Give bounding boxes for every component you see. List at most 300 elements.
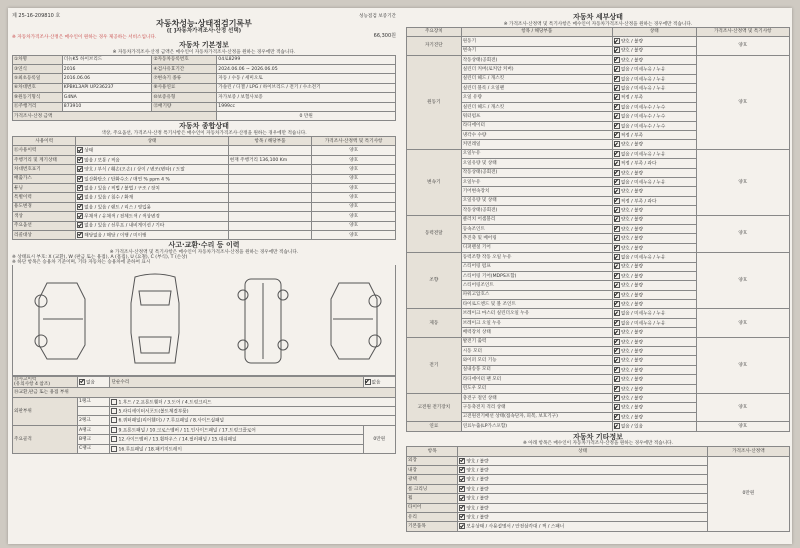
price-value: 0 만원	[217, 111, 396, 120]
summary-value-text: 없음 / 있음 / 적법 / 불법 / 구조 / 장치	[84, 186, 160, 192]
summary-row	[13, 155, 396, 164]
detail-state-text: 양호 / 불량	[620, 264, 644, 270]
detail-checkbox[interactable]	[614, 310, 620, 316]
detail-checkbox[interactable]	[614, 188, 620, 194]
summary-item	[228, 174, 311, 183]
detail-state	[612, 206, 696, 215]
detail-state-text: 양호 / 불량	[620, 142, 644, 148]
summary-checkbox[interactable]	[77, 232, 83, 238]
detail-row	[407, 55, 790, 64]
value-header	[407, 447, 790, 456]
accident-note: ※ 가격조사·산정액 및 특기사항은 매수인이 자동차가격조사·산정을 원하는 경우에만 적습니다.	[109, 250, 299, 256]
basic-note: ※ 자동차가격조사·산정 금액은 매수인이 자동차가격조사·산정을 원하는 경우에만 적습니다.	[112, 49, 296, 55]
detail-checkbox[interactable]	[614, 414, 620, 420]
detail-checkbox[interactable]	[614, 76, 620, 82]
detail-checkbox[interactable]	[614, 263, 620, 269]
summary-value	[76, 146, 229, 155]
detail-item: 연료누출(LP가스포함)	[461, 422, 612, 431]
detail-state	[612, 159, 696, 168]
summary-grade: 양호	[312, 174, 396, 183]
detail-item: 와이퍼 모터 기능	[461, 356, 612, 365]
basic-label: ⑨원동기형식	[13, 93, 63, 102]
detail-row	[407, 337, 790, 346]
summary-name: 색상	[13, 212, 76, 221]
detail-checkbox[interactable]	[614, 357, 620, 363]
detail-state-text: 없음 / 미세누유 / 누유	[620, 180, 666, 186]
detail-item: 실내송풍 모터	[461, 365, 612, 374]
rank2-items: 6.쿼터패널(리어휀더) / 7.루프패널 / 8.사이드실패널	[118, 418, 224, 424]
value-checkbox[interactable]	[459, 514, 465, 520]
basic-label: ②자동차등록번호	[152, 55, 217, 64]
detail-state	[612, 93, 696, 102]
detail-group: 고전원 전기장치	[407, 393, 462, 421]
basic-label: ①차명	[13, 55, 63, 64]
detail-item: 실린더 블록 / 오일팬	[461, 84, 612, 93]
summary-value-text: 무채색 / 유채색 / 전체도색 / 색상변경	[84, 214, 160, 220]
summary-row	[13, 221, 396, 230]
value-col: 가격조사·산정액	[707, 447, 789, 456]
detail-state	[612, 149, 696, 158]
summary-value-text: 없음 / 있음 / 렌트 / 리스 / 영업용	[84, 205, 151, 211]
summary-row	[13, 212, 396, 221]
detail-state-text: 양호 / 불량	[620, 415, 644, 421]
basic-value: 자가보증 / 보험사보증	[217, 93, 396, 102]
left-page	[12, 14, 396, 542]
detail-item: 오일유량 및 상태	[461, 196, 612, 205]
summary-value	[76, 184, 229, 193]
detail-group: 동력전달	[407, 215, 462, 253]
detail-grade: 양호	[696, 422, 789, 431]
detail-checkbox[interactable]	[614, 348, 620, 354]
summary-grade: 양호	[312, 230, 396, 239]
detail-checkbox[interactable]	[614, 367, 620, 373]
detail-state-text: 없음 / 미세누유 / 누유	[620, 255, 666, 261]
summary-checkbox[interactable]	[77, 185, 83, 191]
detail-item: 실린더 커버(로커암 커버)	[461, 65, 612, 74]
detail-header	[407, 27, 790, 36]
detail-grade: 양호	[696, 37, 789, 56]
detail-col: 상태	[612, 27, 696, 36]
summary-value	[76, 165, 229, 174]
detail-state-text: 양호 / 불량	[620, 217, 644, 223]
value-state-text: 양호 / 불량	[466, 477, 489, 483]
detail-item: 워터펌프	[461, 112, 612, 121]
detail-state-text: 없음 / 미세누유 / 누유	[620, 152, 666, 158]
detail-item: 등속조인트	[461, 224, 612, 233]
detail-state	[612, 65, 696, 74]
detail-item: 추진축 및 베어링	[461, 234, 612, 243]
repair-checkbox[interactable]	[365, 379, 371, 385]
detail-checkbox[interactable]	[614, 216, 620, 222]
detail-checkbox[interactable]	[614, 376, 620, 382]
basic-label: ⑥차대번호	[13, 83, 63, 92]
detail-checkbox[interactable]	[614, 151, 620, 157]
detail-checkbox[interactable]	[614, 132, 620, 138]
summary-value	[76, 202, 229, 211]
value-heading: 자동차 기타정보	[573, 432, 623, 441]
frame-price: 0만원	[363, 425, 395, 453]
detail-state-text: 양호 / 불량	[620, 283, 644, 289]
detail-state-text: 양호 / 불량	[620, 58, 644, 64]
price-label: 가격조사·산정 금액	[13, 111, 217, 120]
detail-state	[612, 356, 696, 365]
detail-state-text: 양호 / 불량	[620, 396, 644, 402]
summary-checkbox[interactable]	[77, 157, 83, 163]
summary-grade: 양호	[312, 202, 396, 211]
detail-state	[612, 234, 696, 243]
summary-row	[13, 202, 396, 211]
value-checkbox[interactable]	[459, 495, 465, 501]
basic-price-row	[13, 111, 396, 120]
detail-state-text: 양호 / 불량	[620, 377, 644, 383]
detail-item: 스티어링 기어(MDPS포함)	[461, 271, 612, 280]
summary-row	[13, 174, 396, 183]
car-front-rear-icon	[125, 273, 185, 369]
summary-name: 주요옵션	[13, 221, 76, 230]
summary-col: 가격조사·산정액 및 특기사항	[312, 137, 396, 146]
value-name: 내장	[407, 466, 458, 475]
detail-item: 작동상태(공회전)	[461, 168, 612, 177]
history-checkbox[interactable]	[79, 379, 85, 385]
summary-grade: 양호	[312, 155, 396, 164]
rank1b-items: 5.라디에이터서포트(볼트체결부품)	[118, 409, 189, 415]
detail-state	[612, 168, 696, 177]
detail-state-text: 적정 / 부족	[620, 95, 644, 101]
detail-checkbox[interactable]	[614, 94, 620, 100]
detail-checkbox[interactable]	[614, 282, 620, 288]
detail-checkbox[interactable]	[614, 245, 620, 251]
detail-item: 시동 모터	[461, 347, 612, 356]
detail-state	[612, 177, 696, 186]
fee-label: 성능점검 보증기간	[359, 14, 396, 20]
summary-checkbox[interactable]	[77, 213, 83, 219]
summary-checkbox[interactable]	[77, 147, 83, 153]
rank1-items: 1.후드 / 2.프론트휀더 / 3.도어 / 4.트렁크리드	[118, 400, 212, 406]
value-checkbox[interactable]	[459, 523, 465, 529]
detail-checkbox[interactable]	[614, 179, 620, 185]
value-state	[458, 466, 707, 475]
detail-row	[407, 422, 790, 431]
summary-value-text: 해당없음 / 해당 / 이행 / 미이행	[84, 233, 147, 239]
rankB-items: 12.사이드멤버 / 13.휠하우스 / 14.필러패널 / 15.대쉬패널	[118, 437, 237, 443]
summary-col: 항목 / 해당부품	[228, 137, 311, 146]
detail-item: 브레이크 마스터 실린더오일 누유	[461, 309, 612, 318]
summary-name: 주행거리 및 계기상태	[13, 155, 76, 164]
detail-item: 원동기	[461, 37, 612, 46]
summary-value	[76, 221, 229, 230]
detail-state	[612, 187, 696, 196]
value-note: ※ 아래 항목은 매수인이 자동차가격조사·산정을 원하는 경우에만 적습니다.	[522, 441, 674, 447]
detail-state-text: 양호 / 불량	[620, 302, 644, 308]
summary-value	[76, 174, 229, 183]
car-diagram	[12, 265, 396, 376]
detail-checkbox[interactable]	[614, 198, 620, 204]
rank2: 2랭크	[78, 416, 110, 425]
value-checkbox[interactable]	[459, 505, 465, 511]
detail-item: 라디에이터	[461, 121, 612, 130]
summary-row	[13, 193, 396, 202]
fee-value: 66,300원	[373, 33, 396, 40]
summary-heading: 자동차 종합상태	[179, 122, 229, 131]
detail-checkbox[interactable]	[614, 47, 620, 53]
value-name: 타이어	[407, 503, 458, 512]
value-checkbox[interactable]	[459, 458, 465, 464]
summary-grade: 양호	[312, 221, 396, 230]
detail-state	[612, 215, 696, 224]
detail-state-text: 양호 / 불량	[620, 39, 644, 45]
value-state-text: 양호 / 불량	[466, 496, 489, 502]
summary-item	[228, 221, 311, 230]
basic-row	[13, 102, 396, 111]
detail-state	[612, 422, 696, 431]
detail-group: 변속기	[407, 149, 462, 215]
summary-item	[228, 146, 311, 155]
summary-value-text: 일산화탄소 / 탄화수소 / 매연 % ppm 4 %	[84, 177, 170, 183]
detail-item: 파워고압호스	[461, 290, 612, 299]
detail-checkbox[interactable]	[614, 113, 620, 119]
car-right-side-icon	[319, 279, 389, 363]
rankC-items: 16.루프패널 / 18.패키지트레이	[118, 447, 182, 453]
basic-value: KPBKL3API UP236237	[62, 83, 152, 92]
detail-item: 실린더 헤드 / 개스킷	[461, 102, 612, 111]
detail-checkbox[interactable]	[614, 329, 620, 335]
repair-label: 단순수리	[111, 379, 130, 385]
summary-item	[228, 165, 311, 174]
basic-label: ⑦변속기 종류	[152, 74, 217, 83]
basic-label: ④검사유효기간	[152, 64, 217, 73]
detail-state	[612, 309, 696, 318]
value-table	[406, 446, 790, 532]
detail-state	[612, 74, 696, 83]
detail-checkbox[interactable]	[614, 104, 620, 110]
detail-state	[612, 55, 696, 64]
summary-value-text: 많음 / 보통 / 적음	[84, 158, 120, 164]
detail-state-text: 양호 / 불량	[620, 227, 644, 233]
basic-label: ⑫배기량	[152, 102, 217, 111]
value-state-text: 보유상태 / 사용설명서 / 안전삼각대 / 잭 / 스패너	[466, 524, 565, 530]
value-checkbox[interactable]	[459, 467, 465, 473]
detail-checkbox[interactable]	[614, 66, 620, 72]
summary-name: 배출가스	[13, 174, 76, 183]
basic-value: 가솔린 / 디젤 / LPG / 하이브리드 / 전기 / 수소전기	[217, 83, 396, 92]
detail-checkbox[interactable]	[614, 320, 620, 326]
value-name: 휠	[407, 494, 458, 503]
detail-state-text: 양호 / 불량	[620, 246, 644, 252]
summary-item: 현재 주행거리 136,100 Km	[228, 155, 311, 164]
detail-state-text: 양호 / 불량	[620, 171, 644, 177]
detail-item: 배력장치 상태	[461, 328, 612, 337]
detail-state-text: 양호 / 불량	[620, 340, 644, 346]
summary-name: 차대번호표기	[13, 165, 76, 174]
value-state	[458, 494, 707, 503]
value-state	[458, 475, 707, 484]
detail-item: 실린더 헤드 / 개스킷	[461, 74, 612, 83]
detail-state	[612, 271, 696, 280]
value-name: 광택	[407, 475, 458, 484]
detail-state	[612, 365, 696, 374]
basic-label: ③연식	[13, 64, 63, 73]
accident-legend-2: ※ 하단 항목은 승용차 기준이며, 기타 자동차는 승용차에 준하여 표시	[12, 260, 151, 266]
detail-group: 연료	[407, 422, 462, 431]
summary-checkbox[interactable]	[77, 176, 83, 182]
summary-checkbox[interactable]	[77, 194, 83, 200]
detail-state-text: 적정 / 부족 / 과다	[620, 161, 657, 167]
detail-state-text: 없음 / 미세누수 / 누수	[620, 114, 666, 120]
detail-item: 작동상태(공회전)	[461, 206, 612, 215]
detail-checkbox[interactable]	[614, 38, 620, 44]
summary-table	[12, 136, 396, 240]
detail-state-text: 양호 / 불량	[620, 349, 644, 355]
detail-table	[406, 27, 790, 432]
detail-row	[407, 253, 790, 262]
detail-state	[612, 121, 696, 130]
detail-state	[612, 328, 696, 337]
basic-value: 자동 / 수동 / 세미오토	[217, 74, 396, 83]
value-state-text: 양호 / 불량	[466, 468, 489, 474]
detail-item: 윈도우 모터	[461, 384, 612, 393]
value-state	[458, 484, 707, 493]
summary-value	[76, 212, 229, 221]
detail-row	[407, 37, 790, 46]
detail-item: 기어변속장치	[461, 187, 612, 196]
detail-item: 오일 유량	[461, 93, 612, 102]
summary-name: 용도변경	[13, 202, 76, 211]
accident-legend: ※ 상태표시 부호: X (교환), W (판금 또는 용접), A (흠집), U (요철), C (부식), T (손상)	[12, 255, 188, 261]
car-frame-icon	[233, 273, 293, 369]
value-checkbox[interactable]	[459, 486, 465, 492]
history-value: 없음	[86, 380, 95, 386]
detail-state-text: 없음 / 미세누수 / 누수	[620, 105, 666, 111]
detail-item: 스티어링조인트	[461, 281, 612, 290]
basic-label: ⑪주행거리	[13, 102, 63, 111]
detail-item: 브레이크 오일 누유	[461, 318, 612, 327]
doc-subtitle: ([ ]자동차가격조사·산정 선택)	[166, 28, 242, 35]
detail-state-text: 양호 / 불량	[620, 236, 644, 242]
detail-row	[407, 215, 790, 224]
detail-item: 타이로드엔드 및 볼 조인트	[461, 300, 612, 309]
detail-state	[612, 224, 696, 233]
value-price: 0만원	[707, 456, 789, 531]
detail-state-text: 적정 / 부족	[620, 133, 644, 139]
rankB: B랭크	[78, 435, 110, 444]
summary-value	[76, 155, 229, 164]
detail-checkbox[interactable]	[614, 207, 620, 213]
detail-grade: 양호	[696, 253, 789, 309]
detail-checkbox[interactable]	[614, 386, 620, 392]
detail-checkbox[interactable]	[614, 273, 620, 279]
detail-item: 디퍼렌셜 기어	[461, 243, 612, 252]
detail-checkbox[interactable]	[614, 170, 620, 176]
value-checkbox[interactable]	[459, 476, 465, 482]
detail-state-text: 없음 / 미세누유 / 누유	[620, 311, 666, 317]
detail-checkbox[interactable]	[614, 301, 620, 307]
detail-checkbox[interactable]	[614, 123, 620, 129]
summary-name: ⑪사용이력	[13, 146, 76, 155]
detail-state-text: 없음 / 미세누수 / 누수	[620, 124, 666, 130]
detail-checkbox[interactable]	[614, 226, 620, 232]
detail-item: 오일누유	[461, 149, 612, 158]
detail-checkbox[interactable]	[614, 160, 620, 166]
detail-state-text: 없음 / 미세누유 / 누유	[620, 77, 666, 83]
summary-grade: 양호	[312, 165, 396, 174]
detail-state	[612, 375, 696, 384]
detail-item: 구동축전지 격리 상태	[461, 403, 612, 412]
detail-state	[612, 403, 696, 412]
detail-row	[407, 393, 790, 402]
detail-state-text: 없음 / 미세누유 / 누유	[620, 67, 666, 73]
detail-checkbox[interactable]	[614, 254, 620, 260]
detail-state	[612, 384, 696, 393]
detail-checkbox[interactable]	[614, 339, 620, 345]
value-state-text: 양호 / 불량	[466, 506, 489, 512]
summary-header	[13, 137, 396, 146]
summary-checkbox[interactable]	[77, 166, 83, 172]
detail-checkbox[interactable]	[614, 292, 620, 298]
detail-group: 원동기	[407, 55, 462, 149]
inspection-sheet	[8, 8, 792, 544]
detail-note: ※ 가격조사·산정액 및 특기사항은 매수인이 자동차가격조사·산정을 원하는 경우에만 적습니다.	[503, 21, 693, 27]
warn-line: ※ 자동차가격조사·산정은 매수인이 원하는 경우 제공하는 서비스입니다.	[12, 34, 157, 40]
summary-value	[76, 230, 229, 239]
summary-name: 튜닝	[13, 184, 76, 193]
basic-value: 더뉴K5 하이브리드	[62, 55, 152, 64]
detail-checkbox[interactable]	[614, 404, 620, 410]
detail-group: 자기진단	[407, 37, 462, 56]
detail-state	[612, 131, 696, 140]
basic-label: ⑤최초등록일	[13, 74, 63, 83]
value-name: 기본품목	[407, 522, 458, 531]
detail-checkbox[interactable]	[614, 57, 620, 63]
value-state	[458, 522, 707, 531]
summary-grade: 양호	[312, 184, 396, 193]
summary-checkbox[interactable]	[77, 204, 83, 210]
detail-state	[612, 37, 696, 46]
detail-row	[407, 309, 790, 318]
basic-label: ⑩보증유형	[152, 93, 217, 102]
summary-checkbox[interactable]	[77, 222, 83, 228]
detail-checkbox[interactable]	[614, 141, 620, 147]
outer-label: 외판부위	[13, 397, 78, 425]
detail-item: 스티어링 펌프	[461, 262, 612, 271]
summary-value-text: 양호 / 부식 / 훼손(오손) / 상이 / 변조(변타) / 도말	[84, 167, 185, 173]
detail-grade: 양호	[696, 337, 789, 393]
detail-state-text: 양호 / 불량	[620, 189, 644, 195]
detail-checkbox[interactable]	[614, 423, 620, 429]
detail-checkbox[interactable]	[614, 235, 620, 241]
detail-checkbox[interactable]	[614, 85, 620, 91]
detail-state-text: 없음 / 미세누유 / 누유	[620, 321, 666, 327]
detail-checkbox[interactable]	[614, 395, 620, 401]
basic-row	[13, 64, 396, 73]
basic-value: G4NA	[62, 93, 152, 102]
summary-grade: 양호	[312, 146, 396, 155]
value-col: 상태	[458, 447, 707, 456]
value-name: 유리	[407, 513, 458, 522]
detail-item: 커먼레일	[461, 140, 612, 149]
detail-state	[612, 112, 696, 121]
summary-col: 사용이력	[13, 137, 76, 146]
detail-grade: 양호	[696, 393, 789, 421]
detail-state	[612, 102, 696, 111]
value-row	[407, 456, 790, 465]
detail-item: 클러치 어셈블리	[461, 215, 612, 224]
basic-value: 2016.06.06	[62, 74, 152, 83]
detail-state-text: 적정 / 부족 / 과다	[620, 199, 657, 205]
detail-state	[612, 337, 696, 346]
summary-item	[228, 184, 311, 193]
summary-col: 상태	[76, 137, 229, 146]
car-left-side-icon	[27, 279, 97, 363]
